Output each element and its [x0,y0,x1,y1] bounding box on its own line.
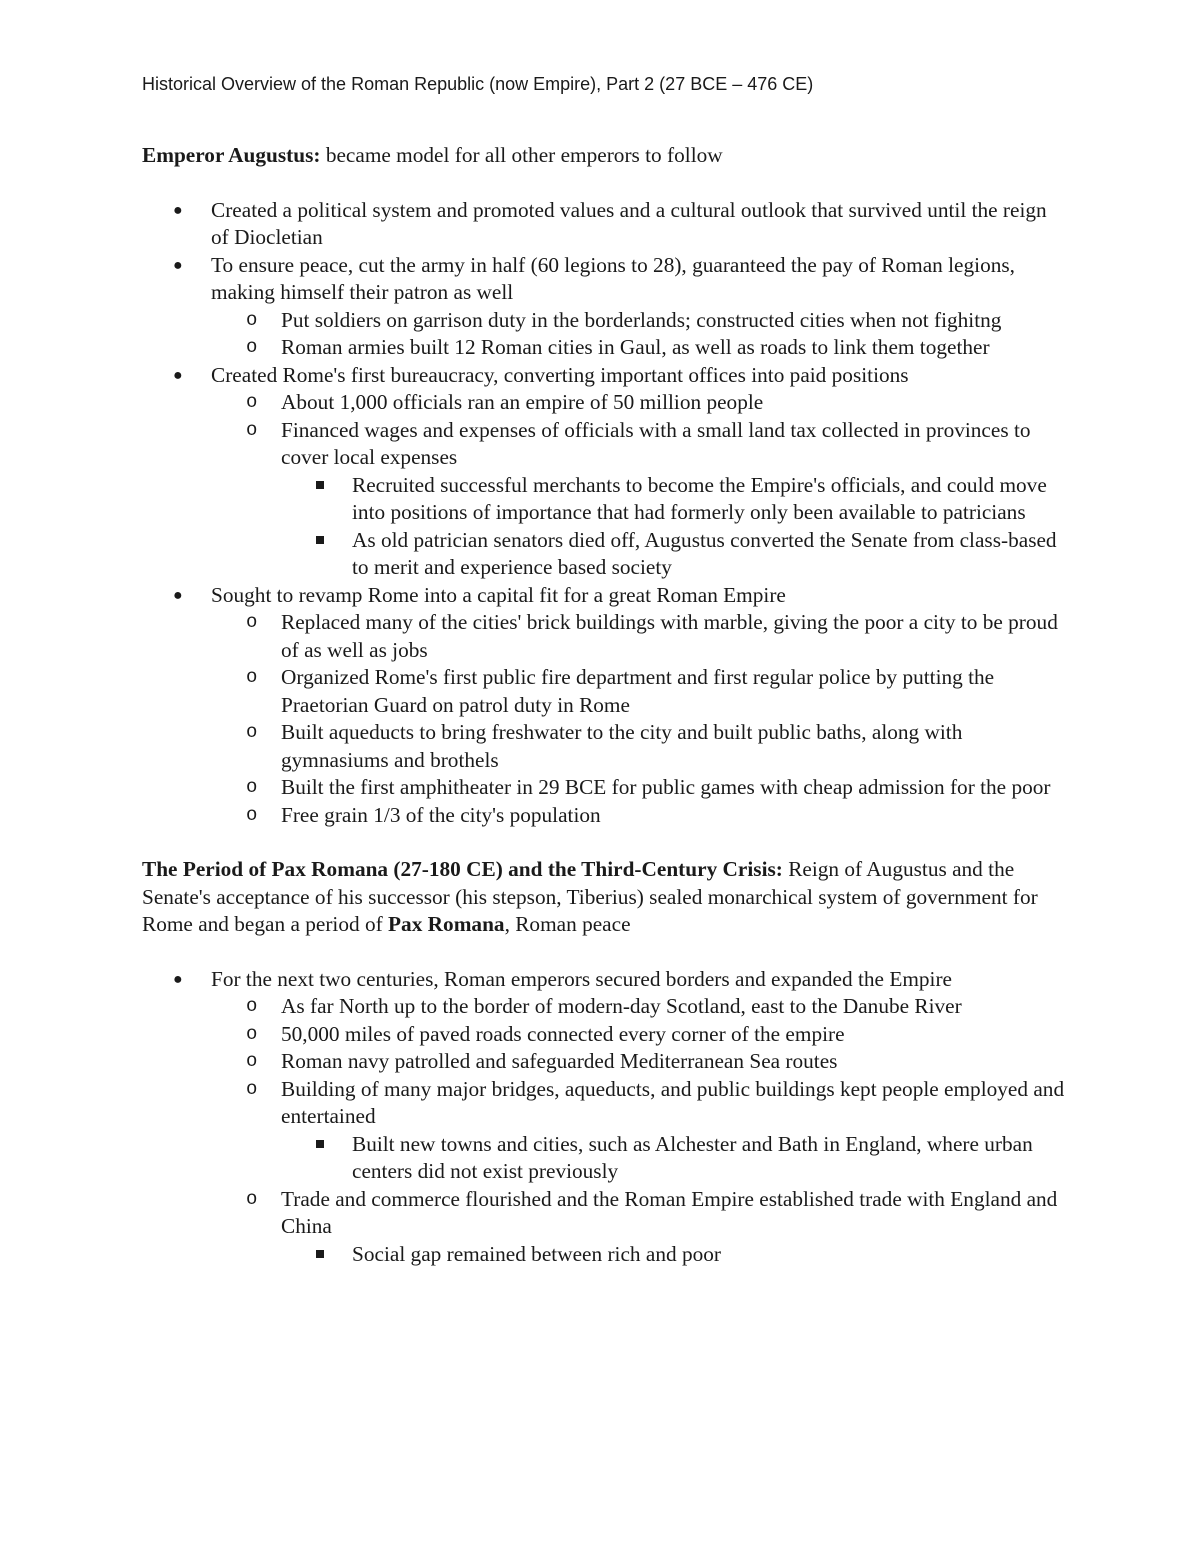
sub-list-item-text: Built aqueducts to bring freshwater to the city and built public baths, along with gymnasiums and brothels [281,720,963,772]
circle-bullet-icon: o [246,418,258,441]
sub-list-item-text: Free grain 1/3 of the city's population [281,802,601,827]
bullet-icon: ● [173,970,183,988]
sub-list-item [210,774,1067,802]
sub-list-item-text: Put soldiers on garrison duty in the borderlands; constructed cities when not fighitng [281,307,1002,332]
sub-list-item [210,1076,1067,1186]
sub-list-item [210,1186,1067,1269]
list-item [142,966,1067,1269]
sub-list-item [210,993,1067,1021]
sub-sub-list-item-text: Built new towns and cities, such as Alchester and Bath in England, where urban centers did not exist previously [352,1131,1033,1183]
list-item [142,252,1067,362]
section-intro [142,142,1067,170]
circle-bullet-icon: o [246,1077,258,1100]
body-text: became model for all other emperors to follow [320,143,723,167]
sub-list-item [210,389,1067,417]
circle-bullet-icon: o [246,1022,258,1045]
sub-list-item [210,334,1067,362]
sub-list-item-text: Built the first amphitheater in 29 BCE for public games with cheap admission for the poor [281,775,1051,799]
sub-sub-list [281,1131,1067,1186]
sub-list-item-text: Building of many major bridges, aqueducts, and public buildings kept people employed and entertained [281,1076,1065,1128]
bullet-icon: ● [173,201,183,219]
sub-sub-list-item-text: Recruited successful merchants to become the Empire's officials, and could move into positions of importance that had formerly only been available to patricians [352,472,1047,524]
sub-list-item [210,664,1067,719]
list-spacer [142,170,1067,197]
square-bullet-icon [316,481,324,489]
bullet-icon: ● [173,256,183,274]
circle-bullet-icon: o [246,611,258,633]
list-item [142,362,1067,582]
circle-bullet-icon: o [246,1187,258,1210]
sub-sub-list [281,472,1067,582]
list-item [142,582,1067,830]
sub-sub-list-item [281,527,1067,582]
bullet-icon: ● [173,586,183,604]
sub-list [211,609,1067,829]
bullet-list [142,966,1067,1269]
bold-text: The Period of Pax Romana (27-180 CE) and the Third-Century Crisis: [142,857,783,881]
sub-list-item [210,1048,1067,1076]
sub-sub-list-item [281,1241,1067,1269]
circle-bullet-icon: o [246,995,258,1017]
sub-list [211,993,1067,1268]
circle-bullet-icon: o [246,721,258,743]
page-header: Historical Overview of the Roman Republic (now Empire), Part 2 (27 BCE – 476 CE) [142,74,814,94]
body-text: Reign of Augustus and the Senate's acceptance of his successor (his stepson, Tiberius) sealed monarchical system of government for Rome and began a period of [142,857,1038,936]
sub-list-item-text: 50,000 miles of paved roads connected every corner of the empire [281,1021,845,1046]
sub-list-item-text: Financed wages and expenses of officials with a small land tax collected in provinces to cover local expenses [281,417,1031,469]
sub-list-item [210,417,1067,582]
sub-list [211,307,1067,362]
sub-sub-list-item-text: As old patrician senators died off, Augustus converted the Senate from class-based to merit and experience based society [352,527,1057,579]
circle-bullet-icon: o [246,1050,258,1072]
body-text: , Roman peace [504,912,631,936]
square-bullet-icon [316,1250,324,1258]
circle-bullet-icon: o [246,336,258,358]
sub-list-item [210,1021,1067,1049]
list-item [142,197,1067,252]
sub-list-item [210,307,1067,335]
sub-sub-list-item-text: Social gap remained between rich and poor [352,1241,722,1266]
sub-list-item [210,719,1067,774]
sub-list-item-text: Replaced many of the cities' brick buildings with marble, giving the poor a city to be proud of as well as jobs [281,610,1058,662]
sub-list-item [210,609,1067,664]
document-body [142,142,1067,1268]
sub-sub-list-item [281,472,1067,527]
sub-list-item-text: As far North up to the border of modern-day Scotland, east to the Danube River [281,994,962,1018]
sub-list-item [210,802,1067,830]
square-bullet-icon [316,1140,324,1148]
circle-bullet-icon: o [246,666,258,688]
circle-bullet-icon: o [246,803,258,826]
circle-bullet-icon: o [246,308,258,331]
sub-list [211,389,1067,582]
circle-bullet-icon: o [246,776,258,798]
sub-sub-list-item [281,1131,1067,1186]
list-item-text: Created Rome's first bureaucracy, converting important offices into paid positions [211,362,909,387]
sub-list-item-text: Roman navy patrolled and safeguarded Mediterranean Sea routes [281,1049,838,1073]
section-spacer [142,829,1067,856]
list-item-text: To ensure peace, cut the army in half (60 legions to 28), guaranteed the pay of Roman legions, making himself their patron as well [211,252,1015,304]
bullet-icon: ● [173,366,183,384]
list-item-text: For the next two centuries, Roman emperors secured borders and expanded the Empire [211,966,953,991]
list-item-text: Sought to revamp Rome into a capital fit for a great Roman Empire [211,582,786,607]
sub-sub-list [281,1241,1067,1269]
sub-list-item-text: Organized Rome's first public fire department and first regular police by putting the Praetorian Guard on patrol duty in Rome [281,665,995,717]
list-item-text: Created a political system and promoted values and a cultural outlook that survived until the reign of Diocletian [211,197,1047,249]
sub-list-item-text: Trade and commerce flourished and the Roman Empire established trade with England and China [281,1186,1058,1238]
sub-list-item-text: Roman armies built 12 Roman cities in Gaul, as well as roads to link them together [281,335,990,359]
square-bullet-icon [316,536,324,544]
sub-list-item-text: About 1,000 officials ran an empire of 50 million people [281,390,764,414]
bold-text: Pax Romana [388,912,505,936]
list-spacer [142,939,1067,966]
circle-bullet-icon: o [246,391,258,413]
bold-text: Emperor Augustus: [142,143,321,167]
bullet-list [142,197,1067,830]
section-intro [142,856,1067,939]
